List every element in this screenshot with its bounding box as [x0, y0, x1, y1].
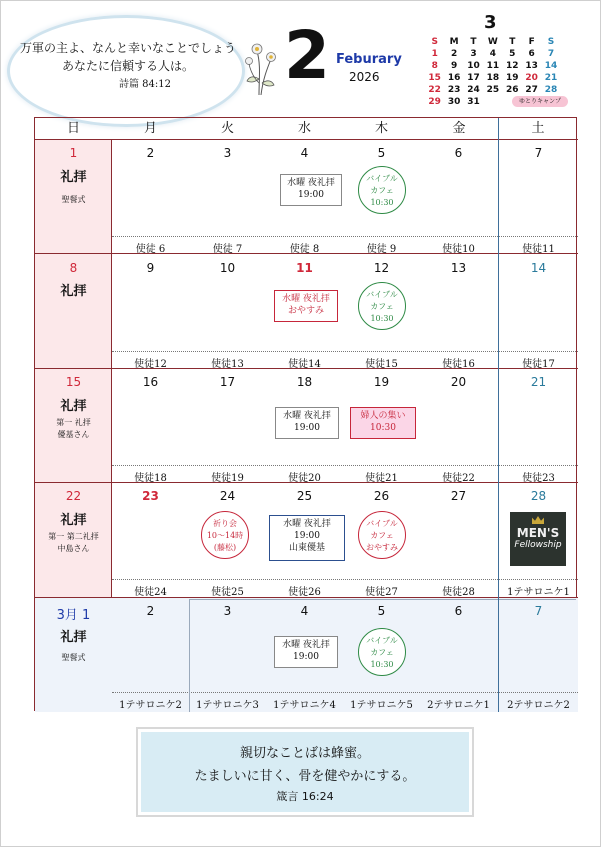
- reading-verse: 使徒25: [211, 587, 244, 598]
- mini-day: 15: [428, 73, 441, 83]
- footer-verse-ref: 箴言 16:24: [276, 790, 334, 803]
- mini-day: 22: [428, 85, 441, 95]
- day-number: 19: [373, 375, 390, 389]
- day-number: 3: [223, 604, 232, 618]
- mini-weekdays: [425, 36, 561, 48]
- crown-icon: [532, 516, 544, 524]
- event-line: 水曜 夜礼拝: [283, 411, 331, 421]
- event-line: おやすみ: [287, 306, 324, 316]
- header-verse-line2: あなたに信頼する人は。: [61, 59, 194, 73]
- mini-day: 28: [544, 85, 558, 95]
- event-line: カフェ: [370, 648, 394, 657]
- day-number: 3月 1: [56, 608, 91, 623]
- reading-verse: 使徒13: [211, 359, 244, 370]
- reading-verse: 使徒 6: [135, 244, 166, 255]
- footer-verse-line1: 親切なことばは蜂蜜。: [239, 746, 370, 761]
- wednesday-service-event: [275, 407, 339, 439]
- reading-verse: 1テサロニケ2: [119, 700, 182, 711]
- sunday-service-note: 聖餐式: [61, 195, 86, 204]
- reading-verse: 1テサロニケ5: [350, 700, 413, 711]
- event-line: バイブル: [366, 519, 398, 528]
- reading-verse: 1テサロニケ4: [273, 700, 336, 711]
- day-number: 26: [373, 489, 390, 503]
- mini-week: [425, 60, 561, 72]
- event-line: おやすみ: [366, 543, 398, 552]
- reading-verse: 使徒23: [522, 473, 555, 484]
- bible-cafe-event: [358, 166, 406, 214]
- day-number: 24: [219, 489, 236, 503]
- event-line: 山東優基: [288, 543, 325, 553]
- day-number: 15: [65, 375, 82, 389]
- prayer-meeting-event: [201, 511, 249, 559]
- mini-day: 2: [450, 49, 458, 59]
- flower-illustration-icon: [241, 39, 281, 97]
- sunday-preacher: 中島さん: [57, 544, 90, 553]
- week-divider: [112, 579, 578, 580]
- event-line: 水曜 夜礼拝: [282, 640, 330, 650]
- day-number: 18: [296, 375, 313, 389]
- sunday-service-note: 聖餐式: [61, 653, 86, 662]
- event-line: 水曜 夜礼拝: [283, 519, 331, 529]
- wednesday-service-event: [280, 174, 342, 206]
- event-line: カフェ: [370, 531, 394, 540]
- mens-fellowship-badge: [510, 512, 566, 566]
- reading-verse: 使徒 9: [366, 244, 397, 255]
- footer-verse-line2: たましいに甘く、骨を健やかにする。: [194, 769, 416, 784]
- mini-day: 26: [505, 85, 519, 95]
- reading-verse: 使徒12: [134, 359, 167, 370]
- reading-verse: 使徒27: [365, 587, 398, 598]
- day-number: 3: [223, 146, 232, 160]
- reading-verse: 使徒 8: [289, 244, 320, 255]
- mini-weekday: T: [470, 37, 477, 47]
- reading-verse: 使徒17: [522, 359, 555, 370]
- day-number: 12: [373, 261, 390, 275]
- mini-weekday: T: [509, 37, 516, 47]
- mini-day: 14: [544, 61, 558, 71]
- mini-day: 24: [467, 85, 480, 95]
- weekday-thu: 木: [374, 121, 388, 136]
- weekday-mon: 月: [143, 121, 157, 136]
- mini-day: 31: [467, 97, 480, 107]
- event-line: 10～14時: [206, 531, 244, 540]
- reading-verse: 使徒21: [365, 473, 398, 484]
- reading-verse: 使徒22: [442, 473, 475, 484]
- mini-day: 25: [486, 85, 500, 95]
- month-calendar: [34, 117, 577, 711]
- event-line: バイブル: [366, 636, 398, 645]
- week-row-1: [35, 140, 578, 254]
- event-line: 10:30: [370, 198, 394, 207]
- day-number: 7: [534, 146, 543, 160]
- day-number: 9: [146, 261, 155, 275]
- mini-week: [425, 84, 561, 96]
- mini-day: 27: [525, 85, 538, 95]
- mini-day: 1: [431, 49, 438, 59]
- saturday-divider: [498, 118, 499, 712]
- mini-weekday: S: [431, 37, 438, 47]
- reading-verse: 使徒16: [442, 359, 475, 370]
- reading-verse: 使徒18: [134, 473, 167, 484]
- reading-verse: 使徒14: [288, 359, 321, 370]
- mini-day: 6: [528, 49, 535, 59]
- event-line: 祈り会: [213, 519, 237, 528]
- reading-verse: 使徒 7: [212, 244, 243, 255]
- day-number: 2: [146, 604, 155, 618]
- reading-verse: 1テサロニケ1: [507, 587, 570, 598]
- day-number: 13: [450, 261, 467, 275]
- day-number: 4: [300, 604, 309, 618]
- reading-verse: 使徒28: [442, 587, 475, 598]
- day-number: 2: [146, 146, 155, 160]
- mini-day: 13: [525, 61, 538, 71]
- mini-week: [425, 72, 561, 84]
- header-verse-ref: 詩篇 84:12: [119, 79, 171, 90]
- bible-cafe-event: [358, 282, 406, 330]
- weekday-header: [35, 118, 578, 140]
- reading-verse: 使徒24: [134, 587, 167, 598]
- header-verse-line1: 万軍の主よ、なんと幸いなことでしょう: [19, 41, 236, 55]
- year: 2026: [349, 70, 380, 84]
- mini-weekday: W: [487, 37, 498, 47]
- day-number: 22: [65, 489, 82, 503]
- mini-day: 10: [467, 61, 480, 71]
- footer-verse: [141, 732, 469, 812]
- week-divider: [112, 236, 578, 237]
- day-number: 1: [69, 146, 78, 160]
- weekday-sat: 土: [531, 121, 545, 136]
- mini-day: 21: [544, 73, 558, 83]
- event-line: 10:30: [370, 314, 394, 323]
- mini-day: 4: [489, 49, 496, 59]
- mini-day: 23: [447, 85, 461, 95]
- week-divider: [112, 465, 578, 466]
- day-number: 10: [219, 261, 236, 275]
- reading-verse: 2テサロニケ2: [507, 700, 570, 711]
- mini-day: [483, 96, 502, 108]
- day-number: 11: [296, 261, 313, 275]
- reading-verse: 使徒10: [442, 244, 475, 255]
- sunday-preacher: 優基さん: [57, 430, 90, 439]
- sunday-service-label: 礼拝: [60, 284, 87, 299]
- weekday-wed: 水: [297, 121, 311, 136]
- march-days-frame: [189, 599, 576, 712]
- mini-calendar-month: 3: [484, 12, 497, 33]
- reading-verse: 使徒20: [288, 473, 321, 484]
- day-number: 25: [296, 489, 313, 503]
- mini-day: 18: [486, 73, 500, 83]
- mini-day: 17: [467, 73, 480, 83]
- reading-verse: 使徒26: [288, 587, 321, 598]
- womens-meeting-event: [350, 407, 416, 439]
- day-number: 17: [219, 375, 236, 389]
- day-number: 23: [142, 489, 159, 503]
- header-verse: [15, 39, 241, 75]
- day-number: 28: [530, 489, 547, 503]
- day-number: 20: [450, 375, 467, 389]
- mini-day: 9: [450, 61, 458, 71]
- mini-weekday: S: [547, 37, 555, 47]
- mini-day: 16: [447, 73, 461, 83]
- day-number: 16: [142, 375, 159, 389]
- mini-day: 7: [547, 49, 555, 59]
- event-line: 10:30: [370, 423, 396, 433]
- event-line: 水曜 夜礼拝: [287, 178, 335, 188]
- day-number: 7: [534, 604, 543, 618]
- mini-day: 19: [505, 73, 519, 83]
- wednesday-service-off-event: [274, 290, 338, 322]
- mini-day: 8: [431, 61, 438, 71]
- mens-fellowship-title: MEN'S: [516, 526, 560, 540]
- sunday-service-label: 礼拝: [60, 399, 87, 414]
- sunday-service-note: 第一 礼拝: [56, 418, 91, 427]
- bible-cafe-off-event: [358, 511, 406, 559]
- week-row-2: [35, 254, 578, 369]
- mini-weekday: M: [449, 37, 459, 47]
- day-number: 21: [530, 375, 547, 389]
- event-line: 19:00: [298, 190, 324, 200]
- event-line: 19:00: [294, 423, 320, 433]
- month-name: Feburary: [336, 52, 402, 67]
- event-line: バイブル: [366, 174, 398, 183]
- sunday-service-label: 礼拝: [60, 513, 87, 528]
- event-line: バイブル: [366, 290, 398, 299]
- mini-weekday: F: [528, 37, 535, 47]
- weekday-fri: 金: [452, 121, 466, 136]
- day-number: 4: [300, 146, 309, 160]
- week-row-4: [35, 483, 578, 598]
- reading-verse: 使徒11: [522, 244, 555, 255]
- event-line: カフェ: [370, 302, 394, 311]
- mini-day: 30: [447, 97, 461, 107]
- day-number: 5: [377, 604, 386, 618]
- mini-day: 11: [486, 61, 500, 71]
- day-number: 8: [69, 261, 78, 275]
- event-line: 19:00: [294, 531, 320, 541]
- event-line: 19:00: [293, 652, 319, 662]
- mini-week: [425, 48, 561, 60]
- sunday-service-label: 礼拝: [60, 170, 87, 185]
- event-line: 10:30: [370, 660, 394, 669]
- weekday-tue: 火: [220, 121, 234, 136]
- mini-day: 5: [509, 49, 516, 59]
- event-line: 婦人の集い: [360, 411, 406, 421]
- week-row-3: [35, 369, 578, 483]
- event-line: 水曜 夜礼拝: [282, 294, 330, 304]
- sunday-service-label: 礼拝: [60, 630, 87, 645]
- day-number: 5: [377, 146, 386, 160]
- yutori-camp-badge: ゆとりキャンプ: [512, 96, 568, 107]
- day-number: 6: [454, 146, 463, 160]
- reading-verse: 1テサロニケ3: [196, 700, 259, 711]
- day-number: 6: [454, 604, 463, 618]
- wednesday-service-event: [269, 515, 345, 561]
- mens-fellowship-subtitle: Fellowship: [514, 540, 562, 550]
- day-number: 14: [530, 261, 547, 275]
- sunday-service-note: 第一 第二礼拝: [48, 532, 99, 541]
- mini-day: 12: [505, 61, 519, 71]
- mini-day: 29: [428, 97, 441, 107]
- reading-verse: 使徒15: [365, 359, 398, 370]
- day-number: 27: [450, 489, 467, 503]
- week-divider: [112, 351, 578, 352]
- mini-day: 3: [470, 49, 477, 59]
- event-line: (藤松): [213, 543, 237, 552]
- month-number: 2: [284, 17, 330, 94]
- weekday-sun: 日: [66, 121, 80, 136]
- event-line: カフェ: [370, 186, 394, 195]
- mini-day: 20: [525, 73, 538, 83]
- reading-verse: 使徒19: [211, 473, 244, 484]
- reading-verse: 2テサロニケ1: [427, 700, 490, 711]
